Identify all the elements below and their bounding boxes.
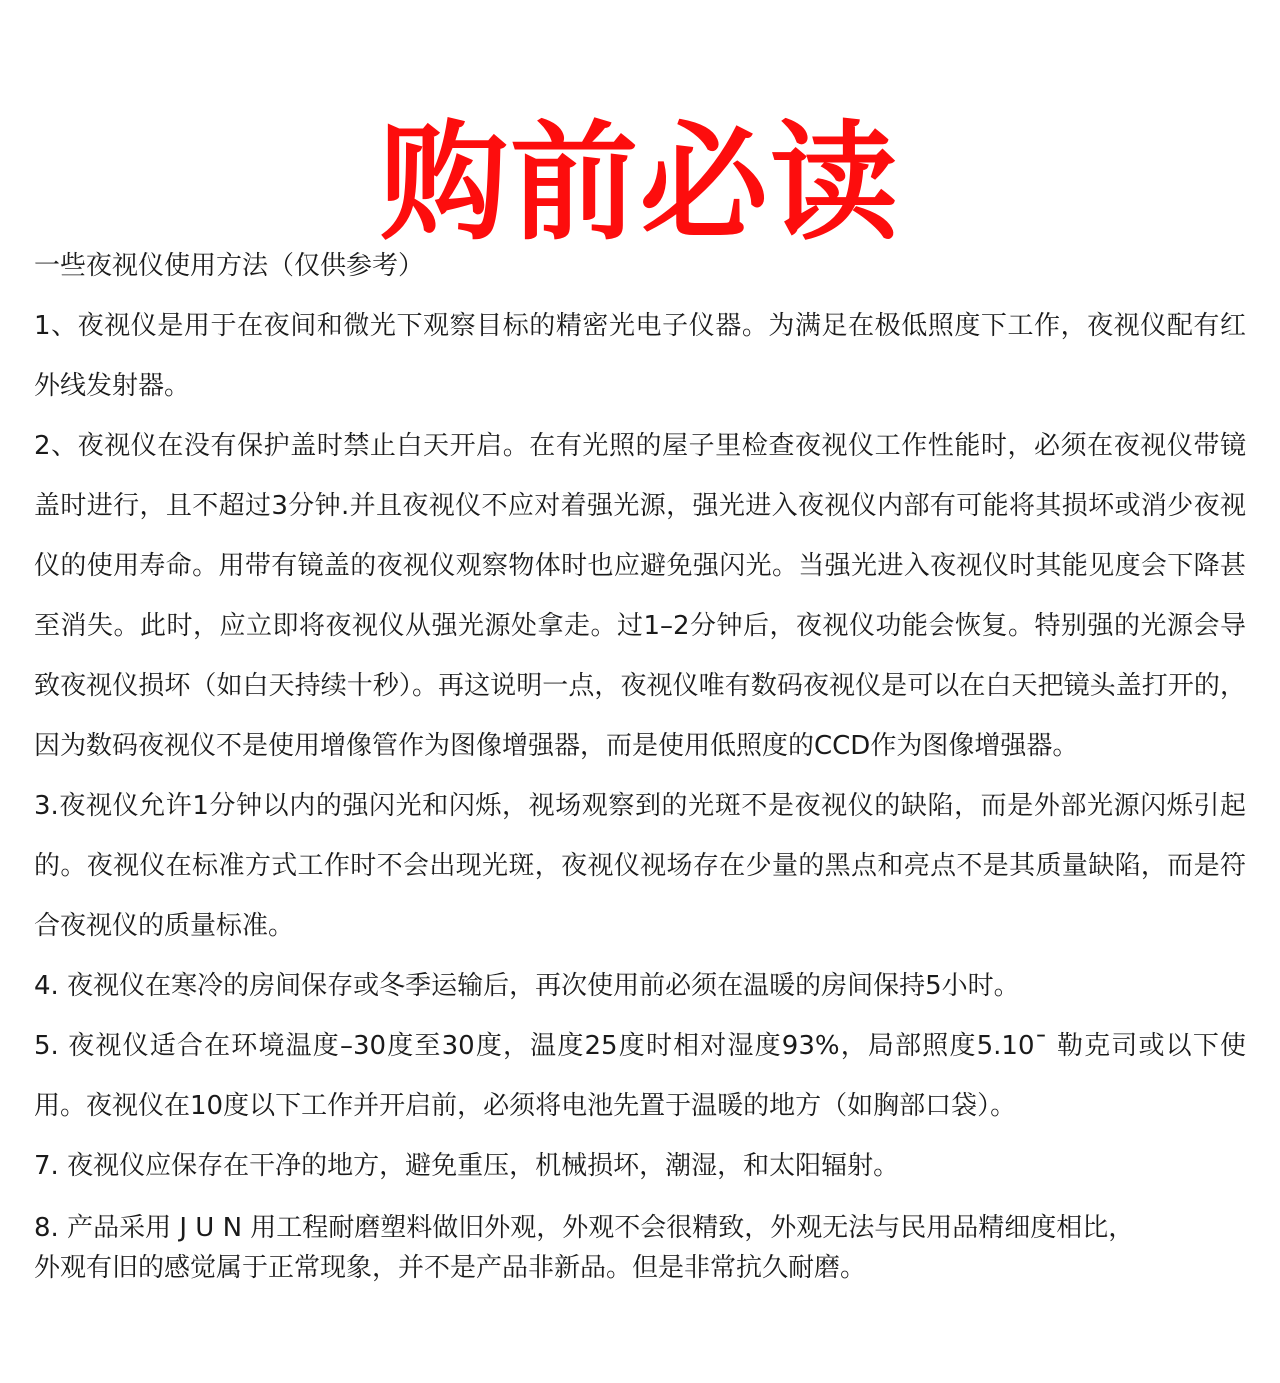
usage-item-5: 5. 夜视仪适合在环境温度–30度至30度，温度25度时相对湿度93%，局部照度5.10ˉ 勒克司或以下使用。夜视仪在10度以下工作并开启前，必须将电池先置于温暖的地方（如胸部口袋）。 — [34, 1031, 1246, 1121]
usage-item-8 — [34, 1208, 1246, 1288]
usage-item-4: 4. 夜视仪在寒冷的房间保存或冬季运输后，再次使用前必须在温暖的房间保持5小时。 — [34, 971, 1020, 1001]
usage-item-3: 3.夜视仪允许1分钟以内的强闪光和闪烁，视场观察到的光斑不是夜视仪的缺陷，而是外部光源闪烁引起的。夜视仪在标准方式工作时不会出现光斑，夜视仪视场存在少量的黑点和亮点不是其质量缺陷，而是符合夜视仪的质量标准。 — [34, 791, 1246, 941]
usage-item-7: 7. 夜视仪应保存在干净的地方，避免重压，机械损坏，潮湿，和太阳辐射。 — [34, 1151, 900, 1181]
notice-body — [34, 236, 1246, 1288]
usage-item-8-line-2: 外观有旧的感觉属于正常现象，并不是产品非新品。但是非常抗久耐磨。 — [34, 1253, 867, 1283]
intro-heading: 一些夜视仪使用方法（仅供参考） — [34, 251, 425, 281]
usage-item-2: 2、夜视仪在没有保护盖时禁止白天开启。在有光照的屋子里检查夜视仪工作性能时，必须在夜视仪带镜盖时进行，且不超过3分钟.并且夜视仪不应对着强光源，强光进入夜视仪内部有可能将其损坏或消少夜视仪的使用寿命。用带有镜盖的夜视仪观察物体时也应避免强闪光。当强光进入夜视仪时其能见度会下降甚至消失。此时，应立即将夜视仪从强光源处拿走。过1–2分钟后，夜视仪功能会恢复。特别强的光源会导致夜视仪损坏（如白天持续十秒）。再这说明一点，夜视仪唯有数码夜视仪是可以在白天把镜头盖打开的，因为数码夜视仪不是使用增像管作为图像增强器，而是使用低照度的CCD作为图像增强器。 — [34, 431, 1246, 761]
usage-item-8-line-1: 8. 产品采用 J U N 用工程耐磨塑料做旧外观，外观不会很精致，外观无法与民用品精细度相比， — [34, 1213, 1135, 1243]
usage-item-1: 1、夜视仪是用于在夜间和微光下观察目标的精密光电子仪器。为满足在极低照度下工作，夜视仪配有红外线发射器。 — [34, 311, 1246, 401]
page-title: 购前必读 — [379, 108, 900, 258]
